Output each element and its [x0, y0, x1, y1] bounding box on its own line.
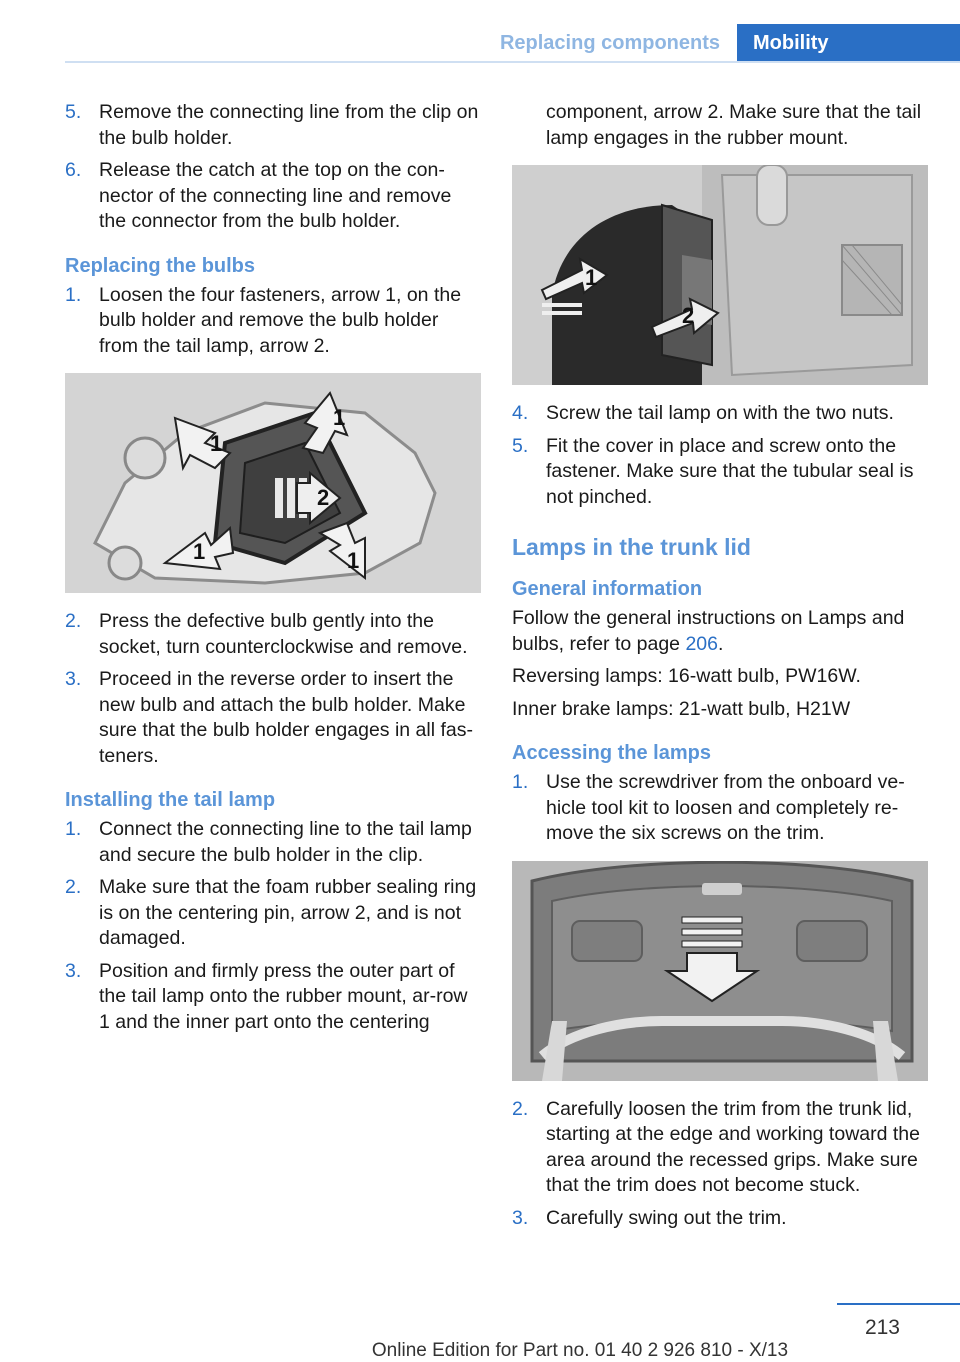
- figure-label: 1: [193, 539, 206, 564]
- step-text: Make sure that the foam rubber sealing ring is on the centering pin, arrow 2, and is not damaged.: [99, 876, 477, 949]
- figure-tail-lamp-mount: [512, 165, 928, 385]
- step-number: 1.: [512, 771, 529, 793]
- step-text: Release the catch at the top on the con‐nector of the connecting line and remove the connector from the bulb holder.: [99, 159, 452, 232]
- page-number: 213: [864, 1316, 900, 1339]
- trunk-lid-trim-illustration: [512, 861, 928, 1081]
- figure-label: 1: [210, 431, 223, 456]
- header-rule: [65, 61, 960, 63]
- step-text: Fit the cover in place and screw onto the fastener. Make sure that the tubular seal is not pinched.: [546, 434, 914, 508]
- step-item: [65, 158, 481, 235]
- header-section-title: Replacing components: [499, 32, 720, 54]
- tail-lamp-mount-illustration: [512, 165, 928, 385]
- step-text: component, arrow 2. Make sure that the tail lamp engages in the rubber mount.: [546, 101, 922, 149]
- step-item: [65, 100, 481, 151]
- heading-installing-tail-lamp: Installing the tail lamp: [65, 789, 276, 811]
- step-text: Position and firmly press the outer part of the tail lamp onto the rubber mount, ar‐row 1 and the inner part onto the centering: [99, 959, 468, 1033]
- figure-label: 1: [585, 265, 598, 290]
- step-number: 3.: [512, 1206, 529, 1229]
- heading-accessing-lamps: Accessing the lamps: [512, 742, 711, 764]
- step-number: 3.: [65, 959, 82, 982]
- header-chapter-tab: Mobility: [737, 24, 960, 62]
- step-text: Loosen the four fasteners, arrow 1, on the bulb holder and remove the bulb holder from the tail lamp, arrow 2.: [99, 283, 462, 357]
- general-info-text: Follow the general instructions on Lamps and bulbs, refer to page 206.: [512, 607, 905, 655]
- step-item: [512, 1206, 928, 1232]
- step-item: [65, 959, 481, 1036]
- heading-replacing-bulbs: Replacing the bulbs: [65, 254, 256, 277]
- step-item: [65, 875, 481, 952]
- step-item: [512, 401, 928, 427]
- step-number: 6.: [65, 159, 82, 181]
- step-text: Screw the tail lamp on with the two nuts.: [546, 402, 894, 424]
- heading-lamps-trunk-lid: Lamps in the trunk lid: [512, 534, 751, 560]
- step-number: 1.: [65, 818, 82, 840]
- step-text: Carefully loosen the trim from the trunk lid, starting at the edge and working toward the area around the recessed grips. Make sure that the trim does not become stuck.: [546, 1097, 920, 1196]
- step-item: [65, 817, 481, 868]
- step-text: Press the defective bulb gently into the socket, turn counterclockwise and remove.: [99, 610, 468, 658]
- step-item: [512, 434, 928, 511]
- heading-general-information: General information: [512, 578, 703, 600]
- figure-label: 1: [333, 405, 346, 430]
- step-number: 2.: [65, 876, 82, 898]
- step-number: 4.: [512, 402, 529, 424]
- footer-rule: [837, 1303, 960, 1305]
- step-text: Proceed in the reverse order to insert the new bulb and attach the bulb holder. Make sure that the bulb holder engages in all fas‐teners.: [99, 668, 473, 767]
- step-number: 1.: [65, 283, 82, 306]
- step-number: 3.: [65, 668, 82, 690]
- figure-label: 2: [317, 485, 330, 510]
- figure-trunk-lid-trim: [512, 861, 928, 1081]
- left-column: [65, 100, 481, 1042]
- page-reference-link[interactable]: 206: [685, 632, 718, 655]
- step-number: 5.: [65, 101, 82, 123]
- bulb-holder-illustration: [65, 373, 481, 593]
- step-number: 2.: [65, 610, 82, 632]
- figure-label: 1: [347, 548, 360, 573]
- edition-footer: Online Edition for Part no. 01 40 2 926 810 - X/13: [371, 1340, 789, 1361]
- inner-brake-lamps-text: Inner brake lamps: 21-watt bulb, H21W: [512, 697, 851, 720]
- reversing-lamps-text: Reversing lamps: 16-watt bulb, PW16W.: [512, 665, 861, 687]
- step-text: Remove the connecting line from the clip on the bulb holder.: [99, 101, 479, 149]
- step-item: [65, 667, 481, 769]
- step-text: Carefully swing out the trim.: [546, 1206, 787, 1229]
- step-continuation: [512, 100, 928, 151]
- step-item: [65, 283, 481, 360]
- figure-bulb-holder: [65, 373, 481, 593]
- step-item: [512, 770, 928, 847]
- step-text: Connect the connecting line to the tail lamp and secure the bulb holder in the clip.: [99, 818, 472, 866]
- step-number: 2.: [512, 1097, 529, 1120]
- step-item: [65, 609, 481, 660]
- step-text: Use the screwdriver from the onboard ve‐hicle tool kit to loosen and completely re‐move the six screws on the trim.: [546, 771, 905, 844]
- step-number: 5.: [512, 434, 529, 457]
- right-column: [512, 100, 928, 1238]
- figure-label: 2: [682, 303, 695, 328]
- step-item: [512, 1097, 928, 1199]
